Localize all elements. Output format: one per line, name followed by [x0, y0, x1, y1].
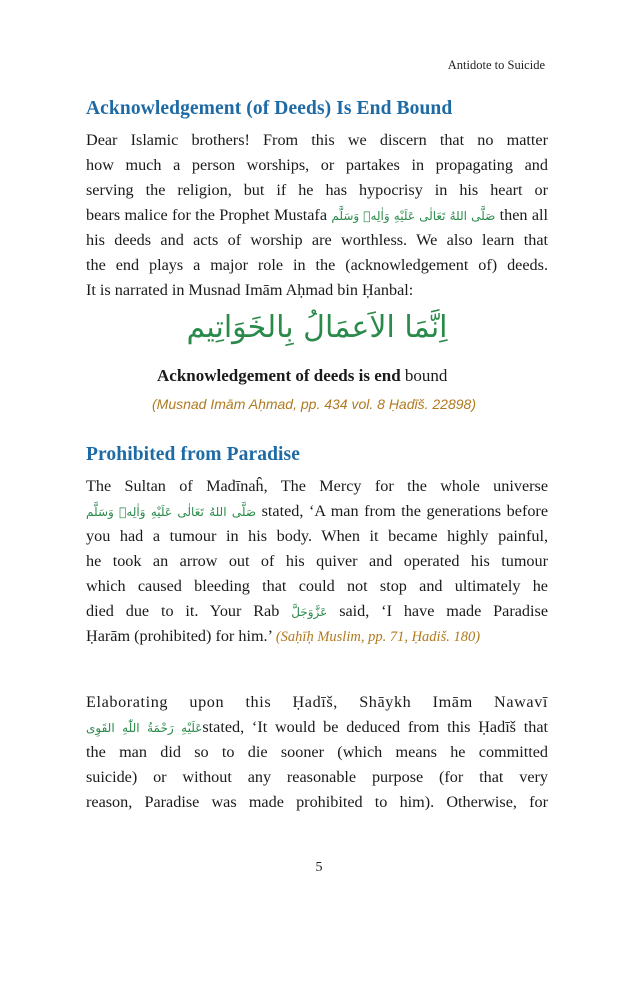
paragraph-line: reason, Paradise was made prohibited to him). Otherwise, for [86, 793, 548, 811]
paragraph-line: the end plays a major role in the (acknowledgement of) deeds. [86, 256, 548, 274]
paragraph-line: The Sultan of Madīnaĥ, The Mercy for the whole universe [86, 477, 548, 495]
text-fragment: stated, ‘It would be deduced from this Ḥadīš that [202, 718, 549, 736]
text-fragment: bears malice for the Prophet Mustafa [86, 206, 328, 224]
paragraph-acknowledgement [86, 128, 548, 303]
hadith-translation [157, 366, 447, 386]
arabic-honorific: عَلَيْهِ رَحْمَةُ اللّٰهِ القَوِى [86, 721, 203, 735]
section-heading-acknowledgement: Acknowledgement (of Deeds) Is End Bound [86, 98, 453, 119]
arabic-salutation: صَلَّى اللهُ تَعَالٰى عَلَيْهِ وَاٰلِهٖ وَسَلَّم [86, 505, 257, 519]
section-heading-prohibited: Prohibited from Paradise [86, 444, 300, 465]
paragraph-line [86, 715, 548, 740]
text-fragment: Ḥarām (prohibited) for him.’ [86, 627, 272, 645]
running-header: Antidote to Suicide [447, 58, 545, 72]
text-fragment: said, ‘I have made Paradise [339, 602, 549, 620]
text-fragment: then all [499, 206, 549, 224]
page-number: 5 [315, 860, 323, 875]
paragraph-line: how much a person worships, or partakes in propagating and [86, 156, 548, 174]
paragraph-line: Elaborating upon this Ḥadīš, Shāykh Imām Nawavī [86, 693, 548, 711]
paragraph-line [86, 624, 548, 649]
text-fragment: stated, ‘A man from the generations before [261, 502, 549, 520]
paragraph-line [86, 599, 548, 624]
hadith-reference: (Saḥīḥ Muslim, pp. 71, Ḥadiš. 180) [275, 629, 481, 645]
paragraph-line: which caused bleeding that could not stop and ultimately he [86, 577, 548, 595]
hadith-citation: (Musnad Imām Aḥmad, pp. 434 vol. 8 Ḥadīš. 22898) [152, 396, 476, 412]
paragraph-line: he took an arrow out of his quiver and operated his tumour [86, 552, 548, 570]
paragraph-line [86, 203, 548, 228]
arabic-salutation: صَلَّى اللهُ تَعَالٰى عَلَيْهِ وَاٰلِهٖ وَسَلَّم [331, 209, 496, 223]
arabic-honorific: عَزَّوَجَلَّ [291, 605, 328, 619]
paragraph-line: suicide) or without any reasonable purpose (for that very [86, 768, 548, 786]
arabic-hadith-quote: اِنَّمَا الاَعمَالُ بِالخَوَاتِيم [186, 310, 448, 345]
translation-text: Acknowledgement of deeds is end [157, 366, 401, 385]
translation-text: bound [404, 366, 448, 385]
paragraph-prohibited [86, 474, 548, 649]
paragraph-line: the man did so to die sooner (which means he committed [86, 743, 548, 761]
paragraph-line: Dear Islamic brothers! From this we discern that no matter [86, 131, 548, 149]
paragraph-line: his deeds and acts of worship are worthless. We also learn that [86, 231, 548, 249]
paragraph-line: you had a tumour in his body. When it became highly painful, [86, 527, 548, 545]
paragraph-elaboration [86, 690, 548, 815]
paragraph-line: It is narrated in Musnad Imām Aḥmad bin Ḥanbal: [86, 281, 414, 299]
text-fragment: died due to it. Your Rab [86, 602, 280, 620]
paragraph-line: serving the religion, but if he has hypocrisy in his heart or [86, 181, 548, 199]
paragraph-line [86, 499, 548, 524]
